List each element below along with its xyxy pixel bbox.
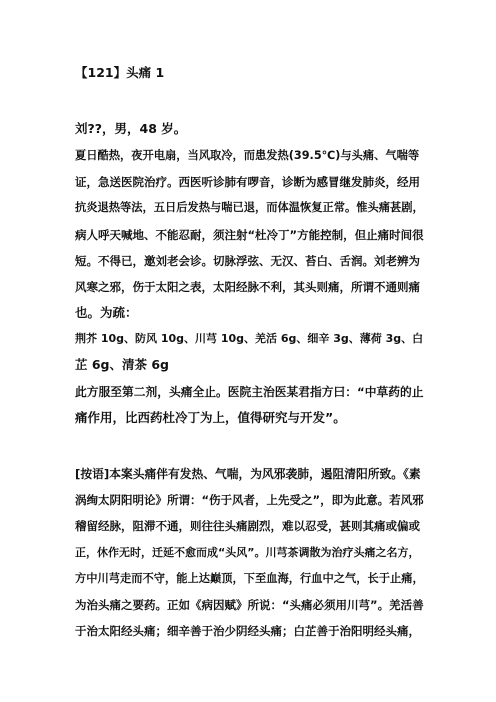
document-title: 【121】头痛 1: [75, 65, 165, 80]
text-line: 此方服至第二剂，头痛全止。医院主治医某君指方曰：“中草药的止: [75, 385, 424, 399]
text-line: 为治头痛之要药。正如《病因赋》所说：“头痛必须用川芎”。羌活善: [75, 598, 424, 612]
text-line: 涡绚太阴阳明论》所谓：“伤于风者，上先受之”，即为此意。若风邪: [75, 493, 424, 507]
text-line: 短。不得已，邀刘老会诊。切脉浮弦、无汉、苔白、舌润。刘老辨为: [75, 254, 420, 268]
text-line: 风寒之邪，伤于太阳之表，太阳经脉不利，其头则痛，所谓不通则痛: [75, 280, 420, 294]
text-line: 正，休作无时，迁延不愈而成“头风”。川芎茶调散为治疗头痛之名方，: [75, 546, 420, 559]
text-line: 痛作用，比西药杜冷丁为上，值得研究与开发”。: [75, 410, 346, 425]
text-line: 证，急送医院治疗。西医听诊肺有啰音，诊断为感冒继发肺炎，经用: [75, 175, 420, 189]
text-line: 病人呼天喊地、不能忍耐，须注射“杜冷丁”方能控制，但止痛时间很: [75, 228, 424, 242]
text-line: 荆芥 10g、防风 10g、川芎 10g、羌活 6g、细辛 3g、薄荷 3g、白: [75, 332, 424, 345]
text-line: 方中川芎走而不守，能上达巅顶，下至血海，行血中之气，长于止痛，: [75, 572, 424, 585]
text-line: 于治太阳经头痛；细辛善于治少阴经头痛；白芷善于治阳明经头痛，: [75, 624, 420, 638]
text-line: 刘??，男，48 岁。: [75, 121, 187, 136]
text-line: 稽留经脉，阻滞不通，则往往头痛剧烈，难以忍受，甚则其痛或偏或: [75, 519, 420, 533]
text-line: 抗炎退热等法，五日后发热与喘已退，而体温恢复正常。惟头痛甚剧，: [75, 201, 424, 214]
text-line: 芷 6g、清茶 6g: [75, 357, 169, 372]
text-line: 夏日酷热，夜开电扇，当风取冷，而患发热(39.5℃)与头痛、气喘等: [75, 149, 420, 162]
text-line: [按语]本案头痛伴有发热、气喘，为风邪袭肺，遏阻清阳所致。《素: [75, 467, 421, 481]
text-line: 也。为疏：: [75, 305, 138, 320]
